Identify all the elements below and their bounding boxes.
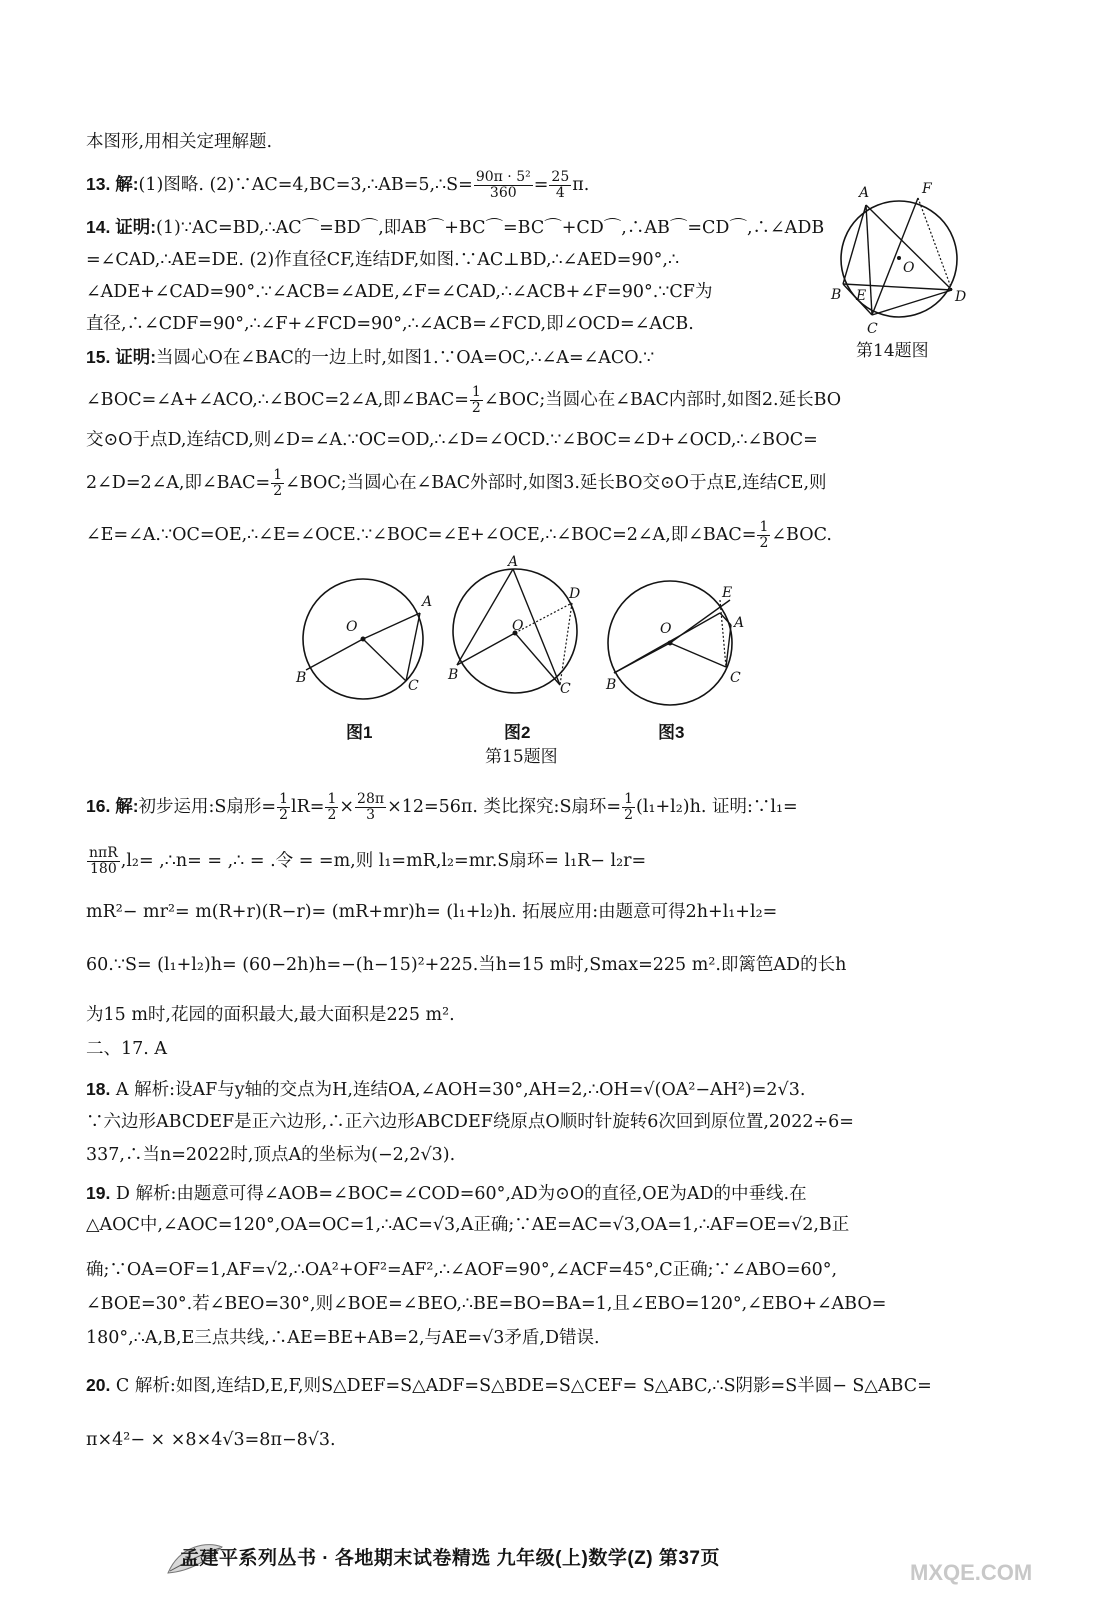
q14-text: (1)∵AC=BD,∴AC⌒=BD⌒,即AB⌒+BC⌒=BC⌒+CD⌒,∴AB⌒=CD⌒,∴∠ADB [156,218,825,238]
fig1-label: 图1 [346,723,373,742]
svg-text:F: F [922,181,932,197]
svg-text:O: O [346,619,358,635]
svg-text:C: C [867,321,878,337]
fraction: $\frac{\text{90π · 5²}}{360}$ [475,169,531,201]
fraction: $\frac{1}{2}$ [273,467,283,499]
svg-text:C: C [408,678,419,694]
question-13: 13. 解:(1)图略. (2)∵AC=4,BC=3,∴AB=5,∴S= $\frac{\text{90π · 5²}}{360}$ = $\frac{25}{4}$ π. [86,169,590,201]
svg-text:A: A [508,555,519,570]
text-line: ∵六边形ABCDEF是正六边形,∴正六边形ABCDEF绕原点O顺时针旋转6次回到原位置,2022÷6= [86,1112,854,1132]
text-line: 180°,∴A,B,E三点共线,∴AE=BE+AB=2,与AE=√3矛盾,D错误. [86,1328,600,1348]
svg-text:A: A [734,615,745,631]
footer: 孟建平系列丛书 · 各地期末试卷精选 九年级(上)数学(Z) 第37页 [180,1548,720,1569]
question-15 [86,345,654,370]
text-line: 交⊙O于点D,连结CD,则∠D=∠A.∵OC=OD,∴∠D=∠OCD.∵∠BOC=∠D+∠OCD,∴∠BOC= [86,430,818,450]
figure-14 [826,178,976,338]
svg-text:O: O [660,621,672,637]
svg-text:E: E [722,585,733,601]
text-line: ∠BOE=30°.若∠BEO=30°,则∠BOE=∠BEO,∴BE=BO=BA=1,且∠EBO=120°,∠EBO+∠ABO= [86,1294,887,1314]
text-line: 本图形,用相关定理解题. [86,132,273,152]
svg-text:C: C [560,681,571,697]
text-line: ∠ADE+∠CAD=90°.∵∠ACB=∠ADE,∠F=∠CAD,∴∠ACB+∠F=90°.∵CF为 [86,282,713,302]
svg-text:O: O [512,618,524,634]
svg-text:B: B [296,670,307,686]
svg-text:O: O [903,260,915,276]
figure-14-caption: 第14题图 [856,341,929,361]
svg-text:B: B [831,287,842,303]
svg-text:B: B [606,677,617,693]
text-line: ∠BOC=∠A+∠ACO,∴∠BOC=2∠A,即∠BAC= $\frac{1}{2}$ ∠BOC;当圆心在∠BAC内部时,如图2.延长BO [86,384,842,416]
question-20: 20. C 解析:如图,连结D,E,F,则S△DEF=S△ADF=S△BDE=S△CEF= S△ABC,∴S阴影=S半圆− S△ABC= [86,1375,932,1396]
text-line: 确;∵OA=OF=1,AF=√2,∴OA²+OF²=AF²,∴∠AOF=90°,∠ACF=45°,C正确;∵∠ABO=60°, [86,1260,838,1280]
text-line: =∠CAD,∴AE=DE. (2)作直径CF,连结DF,如图.∵AC⊥BD,∴∠AED=90°,∴ [86,250,680,270]
text-line: 337,∴当n=2022时,顶点A的坐标为(−2,2√3). [86,1145,456,1165]
question-19: 19. D 解析:由题意可得∠AOB=∠BOC=∠COD=60°,AD为⊙O的直径,OE为AD的中垂线.在 [86,1183,807,1204]
text-line: 60.∵S= (l₁+l₂)h= (60−2h)h=−(h−15)²+225.当h=15 m时,Smax=225 m².即篱笆AD的长h [86,955,847,975]
question-18: 18. A 解析:设AF与y轴的交点为H,连结OA,∠AOH=30°,AH=2,∴OH=√(OA²−AH²)=2√3. [86,1079,806,1100]
q13-label: 13. 解: [86,174,139,194]
q13-text: (1)图略. (2)∵AC=4,BC=3,∴AB=5,∴S= [138,175,473,195]
text-line: 直径,∴∠CDF=90°,∴∠F+∠FCD=90°,∴∠ACB=∠FCD,即∠OCD=∠ACB. [86,314,694,334]
svg-text:B: B [448,667,459,683]
svg-text:MXQE.COM: MXQE.COM [910,1560,1033,1585]
text-line: mR²− mr²= m(R+r)(R−r)= (mR+mr)h= (l₁+l₂)h. 拓展应用:由题意可得2h+l₁+l₂= [86,902,778,922]
svg-text:E: E [856,288,867,304]
text-line: π×4²− × ×8×4√3=8π−8√3. [86,1430,336,1450]
question-14 [86,215,824,240]
svg-text:A: A [859,185,870,201]
q15-text: 当圆心O在∠BAC的一边上时,如图1.∵OA=OC,∴∠A=∠ACO.∵ [156,348,655,368]
text-line: △AOC中,∠AOC=120°,OA=OC=1,∴AC=√3,A正确;∵AE=AC=√3,OA=1,∴AF=OE=√2,B正 [86,1215,850,1235]
q15-label: 15. 证明: [86,347,157,367]
q14-label: 14. 证明: [86,217,157,237]
question-16: 16. 解:初步运用:S扇形= $\frac{1}{2}$ lR= $\frac{1}{2}$ × $\frac{28\pi}{3}$ ×12=56π. 类比探究:S扇环= $\frac{1}{2}$ (l₁+l₂)h. 证明:∵l₁= [86,791,798,823]
figure-15-caption: 第15题图 [485,747,558,767]
fraction: $\frac{1}{2}$ [471,384,481,416]
svg-text:D: D [955,289,967,305]
text-line: ∠E=∠A.∵OC=OE,∴∠E=∠OCE.∵∠BOC=∠E+∠OCE,∴∠BOC=2∠A,即∠BAC= $\frac{1}{2}$ ∠BOC. [86,519,832,551]
text-line: 2∠D=2∠A,即∠BAC= $\frac{1}{2}$ ∠BOC;当圆心在∠BAC外部时,如图3.延长BO交⊙O于点E,连结CE,则 [86,467,827,499]
figure-15 [290,555,770,725]
svg-text:A: A [422,594,433,610]
text-line: nπR 180 ,l₂= ,∴n= = ,∴ = .令 = =m,则 l₁=mR,l₂=mr.S扇环= l₁R− l₂r= [89,845,647,877]
fig3-label: 图3 [658,723,685,742]
q16-label: 16. 解: [86,796,139,816]
svg-text:D: D [569,586,581,602]
fraction: $\frac{1}{2}$ [759,519,769,551]
fig2-label: 图2 [504,723,531,742]
svg-text:C: C [730,670,741,686]
fraction: $\frac{25}{4}$ [551,169,570,201]
text-line: 二、17. A [86,1039,168,1059]
text-line: 为15 m时,花园的面积最大,最大面积是225 m². [86,1005,455,1025]
watermark [900,1530,1080,1590]
